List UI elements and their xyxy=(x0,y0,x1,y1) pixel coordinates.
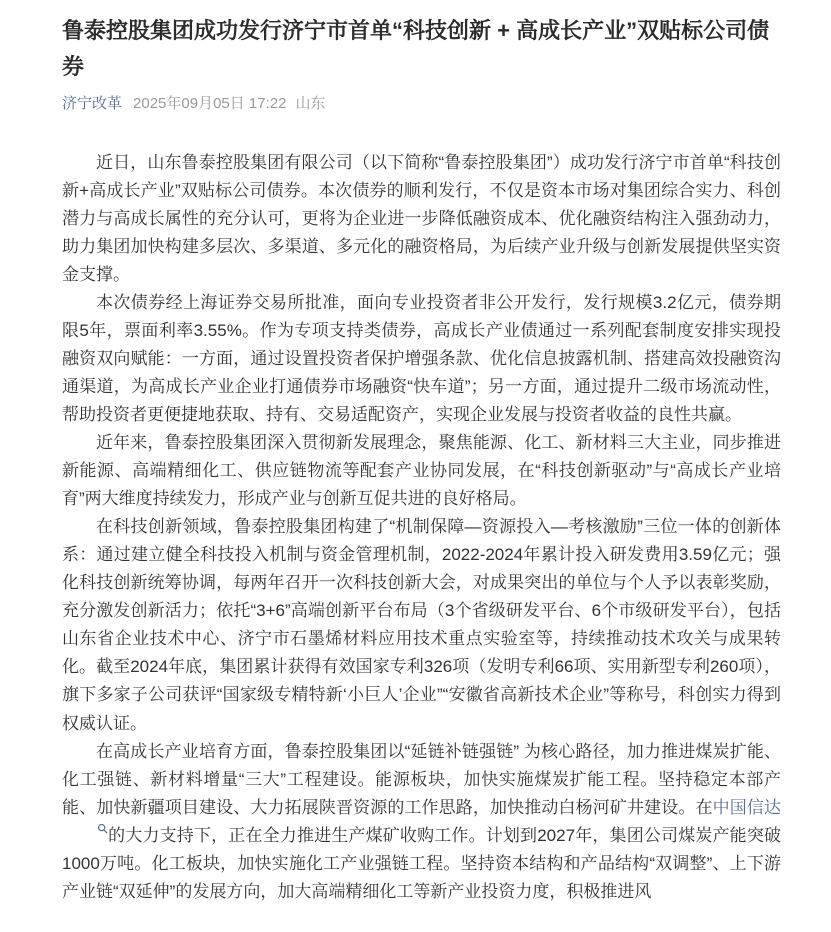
article-meta xyxy=(62,93,781,114)
paragraph-text-before-link: 在高成长产业培育方面，鲁泰控股集团以“延链补链强链” 为核心路径，加力推进煤炭扩能、化工强链、新材料增量“三大”工程建设。能源板块，加快实施煤炭扩能工程。坚持稳定本部产能、加快新疆项目建设、大力拓展陕晋资源的工作思路，加快推动白杨河矿井建设。在 xyxy=(62,741,781,817)
article-title: 鲁泰控股集团成功发行济宁市首单“科技创新 + 高成长产业”双贴标公司债券 xyxy=(62,18,770,80)
article-paragraph-4: 在科技创新领域，鲁泰控股集团构建了“机制保障—资源投入—考核激励”三位一体的创新体系：通过建立健全科技投入机制与资金管理机制，2022-2024年累计投入研发费用3.59亿元；强化科技创新统筹协调，每两年召开一次科技创新大会，对成果突出的单位与个人予以表彰奖励，充分激发创新活力；依托“3+6”高端创新平台布局（3个省级研发平台、6个市级研发平台），包括山东省企业技术中心、济宁市石墨烯材料应用技术重点实验室等，持续推动技术攻关与成果转化。截至2024年底，集团累计获得有效国家专利326项（发明专利66项、实用新型专利260项），旗下多家子公司获评“国家级专精特新‘小巨人’企业”“安徽省高新技术企业”等称号，科创实力得到权威认证。 xyxy=(62,517,781,733)
article-body xyxy=(62,149,781,906)
publish-location: 山东 xyxy=(295,94,326,112)
article-paragraph-2: 本次债券经上海证券交易所批准，面向专业投资者非公开发行，发行规模3.2亿元，债券期限5年，票面利率3.55%。作为专项支持类债券，高成长产业债通过一系列配套制度安排实现投融资双向赋能：一方面，通过设置投资者保护增强条款、优化信息披露机制、搭建高效投融资沟通渠道，为高成长产业企业打通债券市场融资“快车道”；另一方面，通过提升二级市场流动性，帮助投资者更便捷地获取、持有、交易适配资产，实现企业发展与投资者收益的良性共赢。 xyxy=(62,292,781,425)
entity-link-label: 中国信达 xyxy=(712,797,782,817)
article-paragraph-5 xyxy=(62,738,781,906)
article-paragraph-1: 近日，山东鲁泰控股集团有限公司（以下简称“鲁泰控股集团”）成功发行济宁市首单“科技创新+高成长产业”双贴标公司债券。本次债券的顺利发行，不仅是资本市场对集团综合实力、科创潜力与高成长属性的充分认可，更将为企业进一步降低融资成本、优化融资结构注入强劲动力，助力集团加快构建多层次、多渠道、多元化的融资格局，为后续产业升级与创新发展提供坚实资金支撑。 xyxy=(62,152,781,284)
account-name-link[interactable]: 济宁改革 xyxy=(62,94,123,112)
article-paragraph-3: 近年来，鲁泰控股集团深入贯彻新发展理念，聚焦能源、化工、新材料三大主业，同步推进新能源、高端精细化工、供应链物流等配套产业协同发展，在“科技创新驱动”与“高成长产业培育”两大维度持续发力，形成产业与创新互促共进的良好格局。 xyxy=(62,433,781,509)
paragraph-text-after-link: 的大力支持下，正在全力推进生产煤矿收购工作。计划到2027年，集团公司煤炭产能突破1000万吨。化工板块，加快实施化工产业强链工程。坚持资本结构和产品结构“双调整”、上下游产业链“双延伸”的发展方向，加大高端精细化工等新产业投资力度，积极推进风 xyxy=(62,825,781,901)
publish-datetime: 2025年09月05日 17:22 xyxy=(133,94,287,112)
search-icon xyxy=(63,823,108,834)
